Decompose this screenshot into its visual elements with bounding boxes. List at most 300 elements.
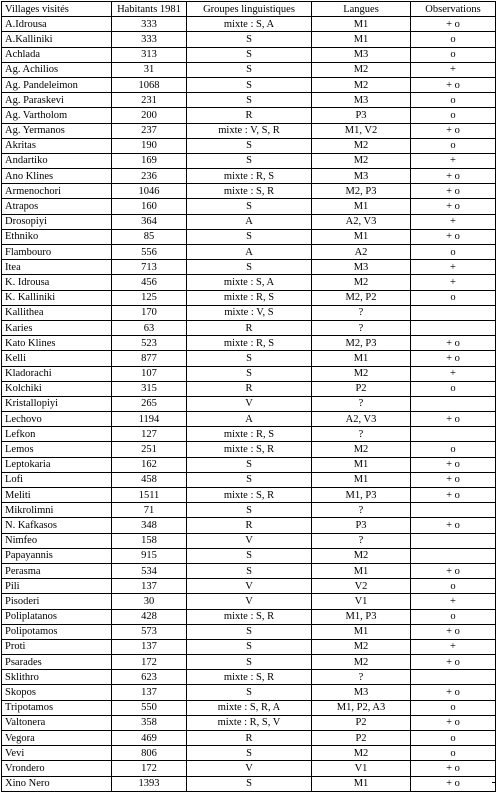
cell-langues: M1, P3 — [312, 609, 411, 624]
table-row — [2, 609, 496, 624]
cell-village: Andartiko — [2, 153, 112, 168]
table-row — [2, 275, 496, 290]
cell-langues: M1 — [312, 199, 411, 214]
page-corner-mark — [492, 782, 496, 789]
cell-groupes: mixte : S, R — [187, 670, 312, 685]
cell-village: Lofi — [2, 472, 112, 487]
table-row — [2, 32, 496, 47]
cell-village: Kladorachi — [2, 366, 112, 381]
header-groupes: Groupes linguistiques — [187, 2, 312, 17]
cell-observations: + — [411, 366, 496, 381]
cell-groupes: S — [187, 138, 312, 153]
cell-village: Flambouro — [2, 245, 112, 260]
cell-langues: M1, V2 — [312, 123, 411, 138]
cell-groupes: mixte : S, R, A — [187, 700, 312, 715]
cell-groupes: S — [187, 199, 312, 214]
cell-village: Lefkon — [2, 427, 112, 442]
cell-langues: M1 — [312, 351, 411, 366]
cell-groupes: S — [187, 639, 312, 654]
cell-habitants: 333 — [112, 32, 187, 47]
cell-observations: + o — [411, 685, 496, 700]
cell-langues: M2, P3 — [312, 184, 411, 199]
cell-village: Ag. Pandeleimon — [2, 77, 112, 92]
cell-village: Kristallopiyi — [2, 396, 112, 411]
table-row — [2, 776, 496, 791]
villages-table — [1, 1, 496, 792]
cell-groupes: mixte : R, S — [187, 169, 312, 184]
cell-langues: A2 — [312, 245, 411, 260]
cell-observations — [411, 396, 496, 411]
cell-langues: ? — [312, 533, 411, 548]
cell-observations: o — [411, 731, 496, 746]
table-row — [2, 336, 496, 351]
cell-observations: o — [411, 700, 496, 715]
cell-observations: o — [411, 138, 496, 153]
table-row — [2, 563, 496, 578]
cell-groupes: mixte : R, S, V — [187, 715, 312, 730]
table-row — [2, 396, 496, 411]
cell-village: Ano Klines — [2, 169, 112, 184]
cell-langues: M2, P2 — [312, 290, 411, 305]
cell-observations: + o — [411, 123, 496, 138]
table-row — [2, 381, 496, 396]
cell-langues: M3 — [312, 93, 411, 108]
cell-village: Pili — [2, 579, 112, 594]
table-row — [2, 47, 496, 62]
cell-observations — [411, 548, 496, 563]
cell-observations: + — [411, 275, 496, 290]
cell-habitants: 237 — [112, 123, 187, 138]
cell-habitants: 713 — [112, 260, 187, 275]
cell-langues: M1 — [312, 563, 411, 578]
table-row — [2, 290, 496, 305]
cell-observations: o — [411, 609, 496, 624]
cell-langues: M2 — [312, 275, 411, 290]
cell-habitants: 170 — [112, 305, 187, 320]
cell-observations: o — [411, 32, 496, 47]
cell-langues: M3 — [312, 169, 411, 184]
cell-observations: + o — [411, 17, 496, 32]
cell-groupes: mixte : V, S — [187, 305, 312, 320]
cell-groupes: A — [187, 412, 312, 427]
cell-groupes: R — [187, 381, 312, 396]
cell-habitants: 333 — [112, 17, 187, 32]
cell-village: Lemos — [2, 442, 112, 457]
table-row — [2, 199, 496, 214]
cell-langues: P3 — [312, 518, 411, 533]
table-row — [2, 245, 496, 260]
cell-village: Kelli — [2, 351, 112, 366]
cell-observations: + o — [411, 77, 496, 92]
table-row — [2, 17, 496, 32]
cell-observations: o — [411, 245, 496, 260]
header-observations: Observations — [411, 2, 496, 17]
table-row — [2, 77, 496, 92]
cell-groupes: V — [187, 594, 312, 609]
cell-observations: o — [411, 746, 496, 761]
table-row — [2, 761, 496, 776]
header-langues: Langues — [312, 2, 411, 17]
table-row — [2, 93, 496, 108]
cell-langues: M2 — [312, 153, 411, 168]
cell-groupes: V — [187, 761, 312, 776]
cell-observations: + o — [411, 336, 496, 351]
cell-village: Itea — [2, 260, 112, 275]
cell-village: Meliti — [2, 488, 112, 503]
table-row — [2, 184, 496, 199]
cell-village: Mikrolimni — [2, 503, 112, 518]
cell-observations: + o — [411, 761, 496, 776]
cell-langues: M1 — [312, 472, 411, 487]
cell-langues: P2 — [312, 381, 411, 396]
cell-observations: + o — [411, 184, 496, 199]
cell-groupes: mixte : R, S — [187, 427, 312, 442]
cell-habitants: 573 — [112, 624, 187, 639]
table-row — [2, 138, 496, 153]
cell-groupes: A — [187, 214, 312, 229]
cell-habitants: 556 — [112, 245, 187, 260]
cell-village: Skopos — [2, 685, 112, 700]
cell-groupes: S — [187, 548, 312, 563]
cell-groupes: S — [187, 472, 312, 487]
cell-groupes: S — [187, 47, 312, 62]
table-row — [2, 518, 496, 533]
table-row — [2, 731, 496, 746]
cell-village: Ag. Achilios — [2, 62, 112, 77]
cell-groupes: mixte : R, S — [187, 290, 312, 305]
cell-habitants: 30 — [112, 594, 187, 609]
cell-habitants: 31 — [112, 62, 187, 77]
cell-habitants: 172 — [112, 761, 187, 776]
cell-groupes: S — [187, 366, 312, 381]
cell-observations: + o — [411, 624, 496, 639]
cell-habitants: 63 — [112, 320, 187, 335]
cell-observations: o — [411, 108, 496, 123]
table-row — [2, 457, 496, 472]
cell-village: Vrondero — [2, 761, 112, 776]
cell-village: Drosopiyi — [2, 214, 112, 229]
cell-village: K. Idrousa — [2, 275, 112, 290]
table-row — [2, 320, 496, 335]
cell-groupes: R — [187, 518, 312, 533]
cell-langues: M3 — [312, 47, 411, 62]
cell-langues: ? — [312, 305, 411, 320]
table-row — [2, 655, 496, 670]
cell-habitants: 915 — [112, 548, 187, 563]
cell-langues: M3 — [312, 260, 411, 275]
cell-groupes: R — [187, 731, 312, 746]
cell-village: Ethniko — [2, 229, 112, 244]
cell-habitants: 456 — [112, 275, 187, 290]
cell-habitants: 172 — [112, 655, 187, 670]
cell-groupes: mixte : S, R — [187, 488, 312, 503]
cell-langues: V2 — [312, 579, 411, 594]
cell-langues: P3 — [312, 108, 411, 123]
cell-village: Akritas — [2, 138, 112, 153]
cell-habitants: 358 — [112, 715, 187, 730]
cell-habitants: 190 — [112, 138, 187, 153]
cell-langues: V1 — [312, 594, 411, 609]
cell-habitants: 71 — [112, 503, 187, 518]
cell-langues: M2 — [312, 442, 411, 457]
header-villages: Villages visités — [2, 2, 112, 17]
table-row — [2, 548, 496, 563]
table-row — [2, 639, 496, 654]
cell-groupes: A — [187, 245, 312, 260]
table-row — [2, 624, 496, 639]
cell-observations: + — [411, 260, 496, 275]
cell-langues: M2 — [312, 138, 411, 153]
table-row — [2, 305, 496, 320]
cell-observations: o — [411, 579, 496, 594]
cell-langues: M2 — [312, 746, 411, 761]
cell-observations: + — [411, 594, 496, 609]
cell-groupes: mixte : V, S, R — [187, 123, 312, 138]
cell-habitants: 313 — [112, 47, 187, 62]
cell-habitants: 1194 — [112, 412, 187, 427]
cell-village: Sklithro — [2, 670, 112, 685]
cell-village: Ag. Vartholom — [2, 108, 112, 123]
cell-observations — [411, 305, 496, 320]
cell-village: Vevi — [2, 746, 112, 761]
cell-groupes: S — [187, 229, 312, 244]
cell-langues: M1 — [312, 624, 411, 639]
cell-langues: M2 — [312, 548, 411, 563]
cell-village: A.Kalliniki — [2, 32, 112, 47]
cell-observations: o — [411, 381, 496, 396]
cell-village: Kato Klines — [2, 336, 112, 351]
cell-groupes: mixte : S, A — [187, 275, 312, 290]
cell-groupes: S — [187, 503, 312, 518]
cell-observations — [411, 503, 496, 518]
table-row — [2, 427, 496, 442]
cell-habitants: 469 — [112, 731, 187, 746]
table-row — [2, 412, 496, 427]
cell-habitants: 160 — [112, 199, 187, 214]
cell-habitants: 1068 — [112, 77, 187, 92]
cell-village: Perasma — [2, 563, 112, 578]
table-row — [2, 229, 496, 244]
cell-habitants: 200 — [112, 108, 187, 123]
cell-habitants: 85 — [112, 229, 187, 244]
cell-groupes: V — [187, 396, 312, 411]
cell-village: Ag. Paraskevi — [2, 93, 112, 108]
cell-village: Atrapos — [2, 199, 112, 214]
cell-habitants: 137 — [112, 639, 187, 654]
cell-observations — [411, 427, 496, 442]
cell-village: Nimfeo — [2, 533, 112, 548]
cell-groupes: S — [187, 655, 312, 670]
cell-village: Achlada — [2, 47, 112, 62]
table-row — [2, 472, 496, 487]
cell-langues: M2 — [312, 655, 411, 670]
cell-village: Lechovo — [2, 412, 112, 427]
cell-habitants: 523 — [112, 336, 187, 351]
cell-village: Kallithea — [2, 305, 112, 320]
cell-habitants: 137 — [112, 579, 187, 594]
cell-village: Ag. Yermanos — [2, 123, 112, 138]
cell-observations: + o — [411, 412, 496, 427]
cell-observations: + — [411, 214, 496, 229]
cell-groupes: S — [187, 62, 312, 77]
cell-langues: ? — [312, 670, 411, 685]
table-row — [2, 351, 496, 366]
cell-habitants: 806 — [112, 746, 187, 761]
table-row — [2, 153, 496, 168]
header-habitants: Habitants 1981 — [112, 2, 187, 17]
cell-groupes: R — [187, 108, 312, 123]
cell-groupes: S — [187, 32, 312, 47]
cell-groupes: S — [187, 260, 312, 275]
cell-langues: M1 — [312, 776, 411, 791]
cell-observations: + — [411, 639, 496, 654]
cell-langues: P2 — [312, 715, 411, 730]
cell-groupes: mixte : S, R — [187, 609, 312, 624]
cell-groupes: mixte : S, A — [187, 17, 312, 32]
cell-village: N. Kafkasos — [2, 518, 112, 533]
cell-langues: M1 — [312, 17, 411, 32]
cell-groupes: mixte : S, R — [187, 184, 312, 199]
cell-observations: + o — [411, 715, 496, 730]
cell-groupes: R — [187, 320, 312, 335]
cell-observations: + o — [411, 229, 496, 244]
table-row — [2, 746, 496, 761]
cell-observations: o — [411, 93, 496, 108]
cell-groupes: V — [187, 579, 312, 594]
cell-langues: A2, V3 — [312, 214, 411, 229]
cell-habitants: 348 — [112, 518, 187, 533]
cell-habitants: 315 — [112, 381, 187, 396]
cell-village: Polipotamos — [2, 624, 112, 639]
cell-langues: M2 — [312, 62, 411, 77]
cell-village: Pisoderi — [2, 594, 112, 609]
table-row — [2, 594, 496, 609]
cell-groupes: S — [187, 153, 312, 168]
cell-langues: M2 — [312, 366, 411, 381]
table-row — [2, 715, 496, 730]
cell-habitants: 1511 — [112, 488, 187, 503]
cell-village: Psarades — [2, 655, 112, 670]
cell-village: Kolchiki — [2, 381, 112, 396]
table-row — [2, 62, 496, 77]
cell-groupes: mixte : R, S — [187, 336, 312, 351]
cell-langues: P2 — [312, 731, 411, 746]
cell-habitants: 125 — [112, 290, 187, 305]
cell-village: Leptokaria — [2, 457, 112, 472]
table-row — [2, 579, 496, 594]
table-row — [2, 533, 496, 548]
cell-langues: M1 — [312, 457, 411, 472]
cell-habitants: 236 — [112, 169, 187, 184]
cell-observations: + o — [411, 776, 496, 791]
cell-habitants: 428 — [112, 609, 187, 624]
cell-observations — [411, 533, 496, 548]
cell-observations: + o — [411, 351, 496, 366]
table-row — [2, 214, 496, 229]
table-row — [2, 366, 496, 381]
cell-groupes: S — [187, 746, 312, 761]
cell-habitants: 137 — [112, 685, 187, 700]
table-row — [2, 670, 496, 685]
cell-observations: + — [411, 153, 496, 168]
cell-habitants: 534 — [112, 563, 187, 578]
cell-langues: V1 — [312, 761, 411, 776]
table-row — [2, 685, 496, 700]
cell-village: Xino Nero — [2, 776, 112, 791]
cell-observations: + — [411, 62, 496, 77]
cell-village: Vegora — [2, 731, 112, 746]
cell-observations: + o — [411, 518, 496, 533]
cell-habitants: 550 — [112, 700, 187, 715]
cell-observations: + o — [411, 199, 496, 214]
cell-langues: M1 — [312, 32, 411, 47]
cell-village: Poliplatanos — [2, 609, 112, 624]
table-row — [2, 169, 496, 184]
cell-habitants: 1393 — [112, 776, 187, 791]
cell-groupes: V — [187, 533, 312, 548]
table-row — [2, 488, 496, 503]
cell-langues: M1, P3 — [312, 488, 411, 503]
cell-habitants: 251 — [112, 442, 187, 457]
cell-habitants: 127 — [112, 427, 187, 442]
cell-observations: + o — [411, 655, 496, 670]
cell-observations — [411, 320, 496, 335]
cell-groupes: S — [187, 93, 312, 108]
cell-habitants: 231 — [112, 93, 187, 108]
cell-observations — [411, 670, 496, 685]
cell-village: K. Kalliniki — [2, 290, 112, 305]
cell-habitants: 265 — [112, 396, 187, 411]
cell-habitants: 1046 — [112, 184, 187, 199]
cell-observations: + o — [411, 563, 496, 578]
cell-langues: M1, P2, A3 — [312, 700, 411, 715]
cell-groupes: S — [187, 351, 312, 366]
cell-groupes: S — [187, 776, 312, 791]
cell-langues: A2, V3 — [312, 412, 411, 427]
cell-langues: M3 — [312, 685, 411, 700]
table-row — [2, 700, 496, 715]
cell-observations: + o — [411, 169, 496, 184]
cell-observations: + o — [411, 472, 496, 487]
cell-langues: M2, P3 — [312, 336, 411, 351]
table-row — [2, 442, 496, 457]
cell-habitants: 623 — [112, 670, 187, 685]
cell-langues: ? — [312, 503, 411, 518]
cell-langues: ? — [312, 427, 411, 442]
header-row — [2, 2, 496, 17]
cell-groupes: S — [187, 685, 312, 700]
cell-groupes: S — [187, 563, 312, 578]
cell-habitants: 458 — [112, 472, 187, 487]
table-body — [2, 17, 496, 792]
cell-observations: + o — [411, 457, 496, 472]
cell-habitants: 169 — [112, 153, 187, 168]
cell-langues: ? — [312, 396, 411, 411]
cell-langues: ? — [312, 320, 411, 335]
cell-habitants: 877 — [112, 351, 187, 366]
cell-village: A.Idrousa — [2, 17, 112, 32]
cell-groupes: S — [187, 624, 312, 639]
cell-groupes: mixte : S, R — [187, 442, 312, 457]
cell-habitants: 107 — [112, 366, 187, 381]
cell-observations: o — [411, 290, 496, 305]
cell-langues: M2 — [312, 77, 411, 92]
cell-groupes: S — [187, 77, 312, 92]
cell-observations: o — [411, 442, 496, 457]
table-row — [2, 503, 496, 518]
cell-village: Armenochori — [2, 184, 112, 199]
cell-village: Tripotamos — [2, 700, 112, 715]
